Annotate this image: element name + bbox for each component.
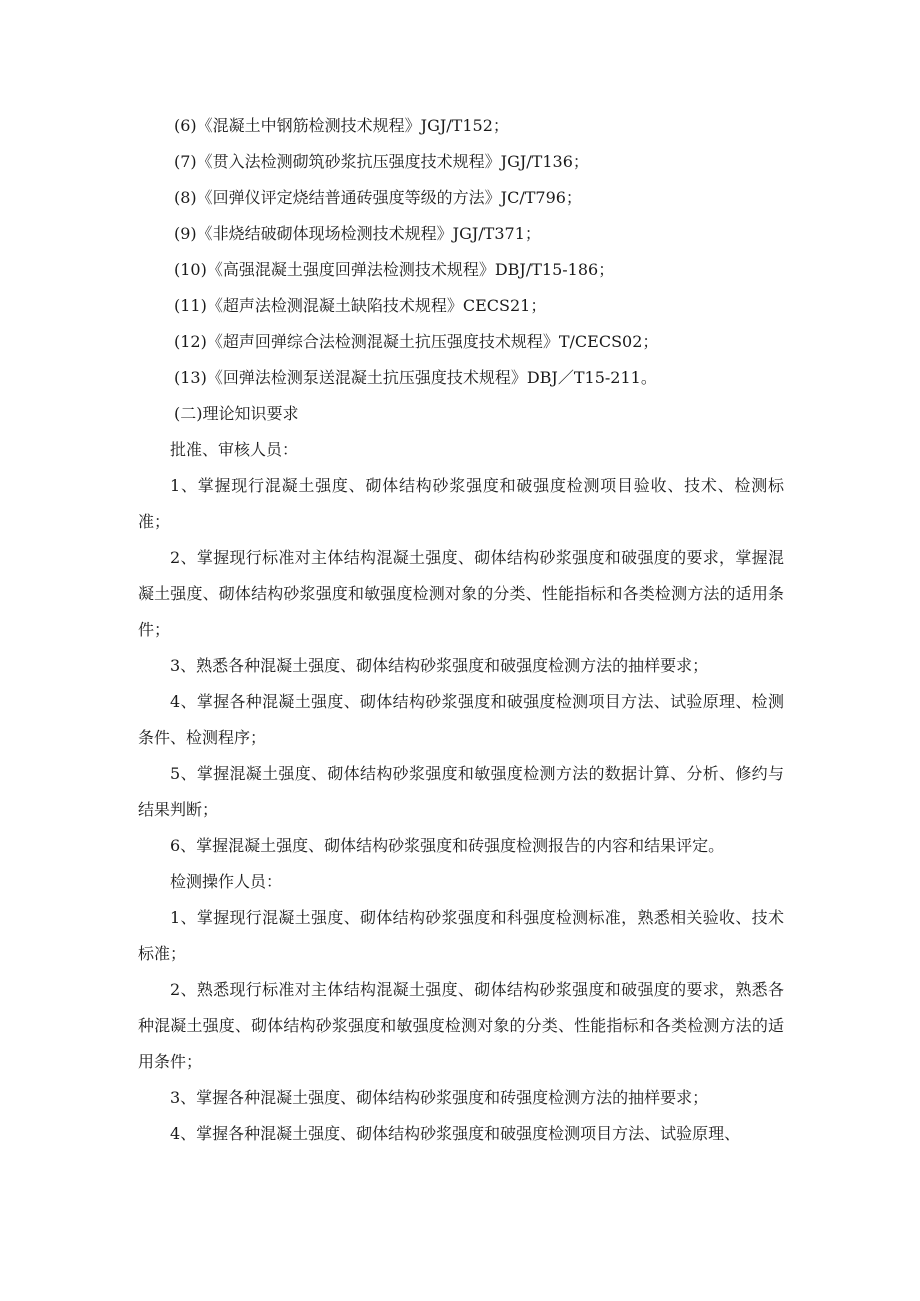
approver-item: 3、熟悉各种混凝土强度、砌体结构砂浆强度和破强度检测方法的抽样要求； [170,656,709,675]
standard-item: (7)《贯入法检测砌筑砂浆抗压强度技术规程》JGJ/T136； [174,152,589,171]
approver-heading: 批准、审核人员： [170,440,299,459]
operator-item: 1、掌握现行混凝土强度、砌体结构砂浆强度和科强度检测标准，熟悉相关验收、技术标准； [138,908,784,963]
operator-item: 2、熟悉现行标准对主体结构混凝土强度、砌体结构砂浆强度和破强度的要求，熟悉各种混凝土强度、砌体结构砂浆强度和敏强度检测对象的分类、性能指标和各类检测方法的适用条件； [138,980,784,1071]
standard-item: (11)《超声法检测混凝土缺陷技术规程》CECS21； [174,296,547,315]
standard-item: (10)《高强混凝土强度回弹法检测技术规程》DBJ/T15-186； [174,260,615,279]
approver-item: 2、掌握现行标准对主体结构混凝土强度、砌体结构砂浆强度和破强度的要求，掌握混凝土强度、砌体结构砂浆强度和敏强度检测对象的分类、性能指标和各类检测方法的适用条件； [138,548,784,639]
operator-item: 4、掌握各种混凝土强度、砌体结构砂浆强度和破强度检测项目方法、试验原理、 [170,1124,741,1143]
standard-item: (13)《回弹法检测泵送混凝土抗压强度技术规程》DBJ／T15-211。 [174,368,657,387]
standard-item: (12)《超声回弹综合法检测混凝土抗压强度技术规程》T/CECS02； [174,332,659,351]
standard-item: (8)《回弹仪评定烧结普通砖强度等级的方法》JC/T796； [174,188,582,207]
document-page [138,108,784,1152]
approver-item: 1、掌握现行混凝土强度、砌体结构砂浆强度和破强度检测项目验收、技术、检测标准； [138,476,784,531]
approver-item: 5、掌握混凝土强度、砌体结构砂浆强度和敏强度检测方法的数据计算、分析、修约与结果判断； [138,764,784,819]
standard-item: (6)《混凝土中钢筋检测技术规程》JGJ/T152； [174,116,509,135]
operator-heading: 检测操作人员： [170,872,283,891]
section-title: (二)理论知识要求 [174,404,299,423]
operator-item: 3、掌握各种混凝土强度、砌体结构砂浆强度和砖强度检测方法的抽样要求； [170,1088,709,1107]
approver-item: 6、掌握混凝土强度、砌体结构砂浆强度和砖强度检测报告的内容和结果评定。 [170,836,725,855]
standard-item: (9)《非烧结破砌体现场检测技术规程》JGJ/T371； [174,224,541,243]
approver-item: 4、掌握各种混凝土强度、砌体结构砂浆强度和破强度检测项目方法、试验原理、检测条件、检测程序； [138,692,784,747]
